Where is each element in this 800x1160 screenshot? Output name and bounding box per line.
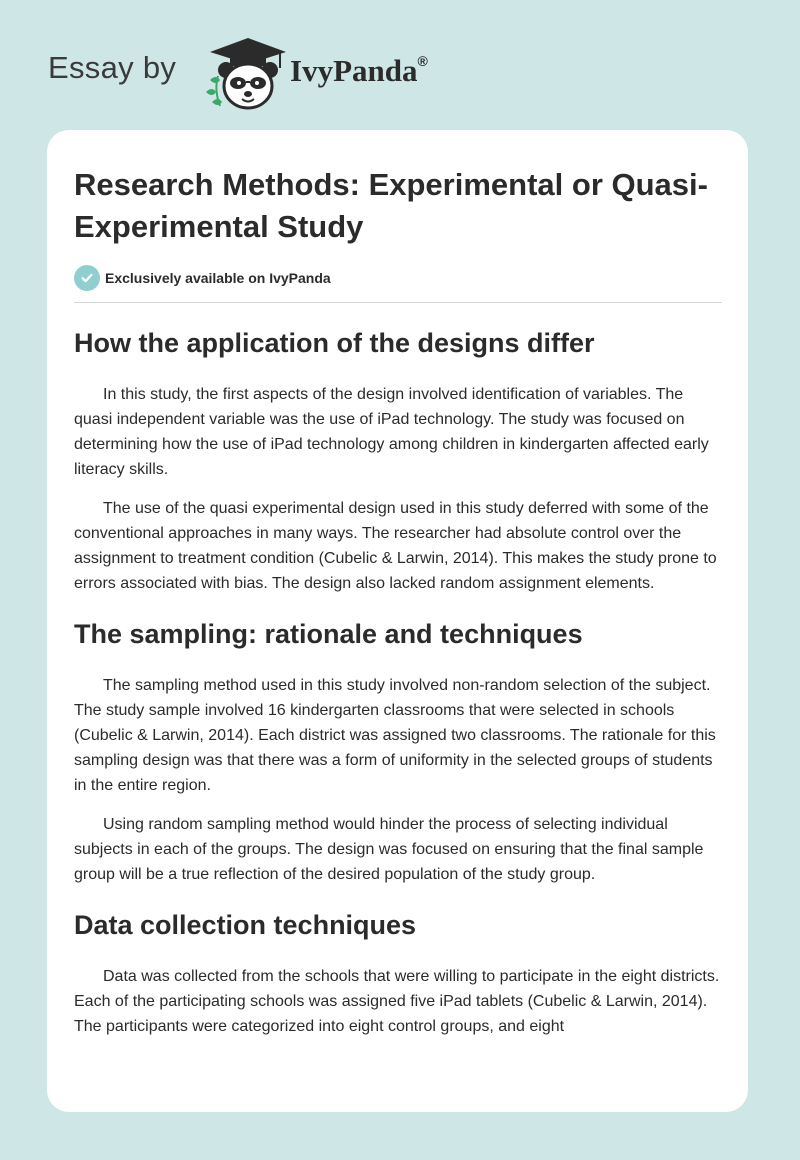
section-heading: Data collection techniques [74,910,417,940]
paragraph: Using random sampling method would hinder the process of selecting individual subjects in each of the groups. The design was focused on ensuring that the final sample group will be a true reflection of the desired population of the study group. [74,816,704,883]
check-icon [74,265,100,291]
section-body [74,673,722,887]
exclusive-badge [74,265,722,291]
panda-logo-icon[interactable] [200,36,288,117]
section-heading: The sampling: rationale and techniques [74,619,583,649]
brand-logotype[interactable] [290,53,428,89]
page-title: Research Methods: Experimental or Quasi-Experimental Study [74,167,708,244]
registered-mark: ® [417,52,428,69]
paragraph: The sampling method used in this study involved non-random selection of the subject. The study sample involved 16 kindergarten classrooms that were selected in schools (Cubelic & Larwin, 2014). Each district was assigned two classrooms. The rationale for this sampling design was that there was a form of uniformity in the selected groups of students in the entire region. [74,677,716,794]
section-body [74,964,722,1039]
essay-content [74,164,722,1053]
paragraph: In this study, the first aspects of the design involved identification of variables. The quasi independent variable was the use of iPad technology. The study was focused on determining how the use of iPad technology among children in kindergarten affected early literacy skills. [74,386,709,478]
section-body [74,382,722,596]
essay-card [47,130,748,1112]
paragraph: Data was collected from the schools that were willing to participate in the eight districts. Each of the participating schools was assigned five iPad tablets (Cubelic & Larwin, 2014). The participants were categorized into eight control groups, and eight [74,968,720,1035]
brand-name: IvyPanda [290,53,418,88]
section-heading: How the application of the designs differ [74,328,595,358]
essay-by-label: Essay by [48,50,177,85]
divider [74,302,722,303]
exclusive-label: Exclusively available on IvyPanda [105,270,331,286]
site-header [48,36,468,112]
paragraph: The use of the quasi experimental design used in this study deferred with some of the conventional approaches in many ways. The researcher had absolute control over the assignment to treatment condition (Cubelic & Larwin, 2014). This makes the study prone to errors associated with bias. The design also lacked random assignment elements. [74,500,717,592]
